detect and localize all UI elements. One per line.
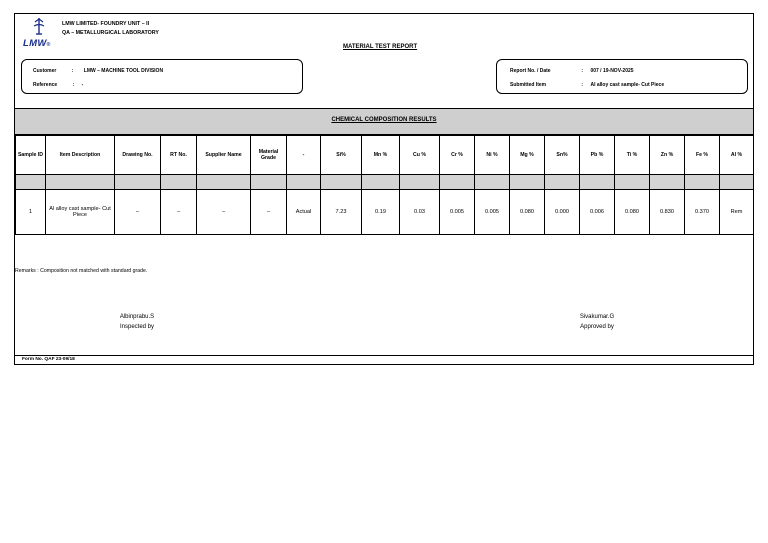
- column-header: Material Grade: [251, 136, 287, 175]
- column-header: Al %: [720, 136, 754, 175]
- approver-name: Sivakumar.G: [579, 314, 615, 320]
- table-cell: –: [161, 190, 197, 235]
- company-line-1: LMW LIMITED- FOUNDRY UNIT – II: [62, 21, 150, 27]
- remarks: Remarks : Composition not matched with standard grade.: [15, 268, 148, 274]
- column-header: Pb %: [580, 136, 615, 175]
- table-cell: 7.23: [321, 190, 362, 235]
- table-spacer-row: [16, 175, 754, 190]
- report-no-row: Report No. / Date : 007 / 19-NOV-2025: [510, 68, 634, 74]
- spacer-cell: [46, 175, 115, 190]
- table-cell: 0.000: [545, 190, 580, 235]
- submitted-item-value: Al alloy cast sample- Cut Piece: [590, 82, 665, 88]
- spacer-cell: [545, 175, 580, 190]
- report-no-label: Report No. / Date: [510, 68, 551, 74]
- spacer-cell: [16, 175, 46, 190]
- report-title: MATERIAL TEST REPORT: [343, 44, 418, 50]
- table-cell: 0.006: [580, 190, 615, 235]
- report-info-box: [496, 59, 748, 94]
- customer-value: LMW – MACHINE TOOL DIVISION: [83, 68, 164, 74]
- spacer-cell: [720, 175, 754, 190]
- report-no-value: 007 / 19-NOV-2025: [590, 68, 634, 74]
- table-cell: 1: [16, 190, 46, 235]
- approver-signature: [565, 312, 629, 332]
- reference-value: -: [81, 82, 84, 88]
- customer-row: Customer : LMW – MACHINE TOOL DIVISION: [33, 68, 164, 74]
- spacer-cell: [475, 175, 510, 190]
- spacer-cell: [400, 175, 440, 190]
- customer-label: Customer: [33, 68, 57, 74]
- table-header-row: [16, 136, 754, 175]
- table-cell: 0.005: [475, 190, 510, 235]
- column-header: RT No.: [161, 136, 197, 175]
- spacer-cell: [685, 175, 720, 190]
- spacer-cell: [615, 175, 650, 190]
- table-cell: –: [251, 190, 287, 235]
- reference-row: Reference : -: [33, 82, 84, 88]
- spacer-cell: [440, 175, 475, 190]
- spacer-cell: [362, 175, 400, 190]
- column-header: Supplier Name: [197, 136, 251, 175]
- spacer-cell: [321, 175, 362, 190]
- column-header: Drawing No.: [115, 136, 161, 175]
- lmw-logo-icon: [32, 17, 46, 37]
- logo-wordmark: LMW®: [23, 38, 51, 49]
- table-cell: 0.830: [650, 190, 685, 235]
- inspector-name: Albinprabu.S: [119, 314, 155, 320]
- spacer-cell: [115, 175, 161, 190]
- column-header: Item Description: [46, 136, 115, 175]
- form-number: Form No. QAF 23-09/18: [22, 357, 75, 362]
- inspector-signature: [107, 312, 167, 332]
- approver-role: Approved by: [580, 324, 614, 330]
- table-cell: 0.03: [400, 190, 440, 235]
- column-header: Cu %: [400, 136, 440, 175]
- customer-info-box: [21, 59, 303, 94]
- spacer-cell: [161, 175, 197, 190]
- inspector-role: Inspected by: [119, 324, 155, 330]
- table-cell: 0.005: [440, 190, 475, 235]
- column-header: Sample ID: [16, 136, 46, 175]
- column-header: Ti %: [615, 136, 650, 175]
- test-report-sheet: [14, 13, 754, 365]
- table-cell: 0.370: [685, 190, 720, 235]
- spacer-cell: [251, 175, 287, 190]
- spacer-cell: [510, 175, 545, 190]
- spacer-cell: [197, 175, 251, 190]
- section-title: CHEMICAL COMPOSITION RESULTS: [331, 117, 437, 123]
- table-cell: 0.080: [615, 190, 650, 235]
- column-header: Cr %: [440, 136, 475, 175]
- table-cell: 0.080: [510, 190, 545, 235]
- table-cell: –: [115, 190, 161, 235]
- table-row: [16, 190, 754, 235]
- column-header: Mn %: [362, 136, 400, 175]
- footer-divider: [15, 355, 753, 356]
- spacer-cell: [287, 175, 321, 190]
- table-cell: Al alloy cast sample- Cut Piece: [46, 190, 115, 235]
- spacer-cell: [580, 175, 615, 190]
- column-header: Mg %: [510, 136, 545, 175]
- column-header: Si%: [321, 136, 362, 175]
- column-header: -: [287, 136, 321, 175]
- company-line-2: QA – METALLURGICAL LABORATORY: [62, 30, 159, 36]
- reference-label: Reference: [33, 82, 58, 88]
- column-header: Ni %: [475, 136, 510, 175]
- results-table: [15, 135, 754, 235]
- submitted-item-label: Submitted Item: [510, 82, 547, 88]
- table-cell: 0.19: [362, 190, 400, 235]
- submitted-item-row: Submitted Item : Al alloy cast sample- Cut Piece: [510, 82, 665, 88]
- column-header: Sn%: [545, 136, 580, 175]
- spacer-cell: [650, 175, 685, 190]
- column-header: Fe %: [685, 136, 720, 175]
- table-cell: Rem: [720, 190, 754, 235]
- company-name: [62, 20, 159, 38]
- column-header: Zn %: [650, 136, 685, 175]
- table-cell: Actual: [287, 190, 321, 235]
- table-cell: –: [197, 190, 251, 235]
